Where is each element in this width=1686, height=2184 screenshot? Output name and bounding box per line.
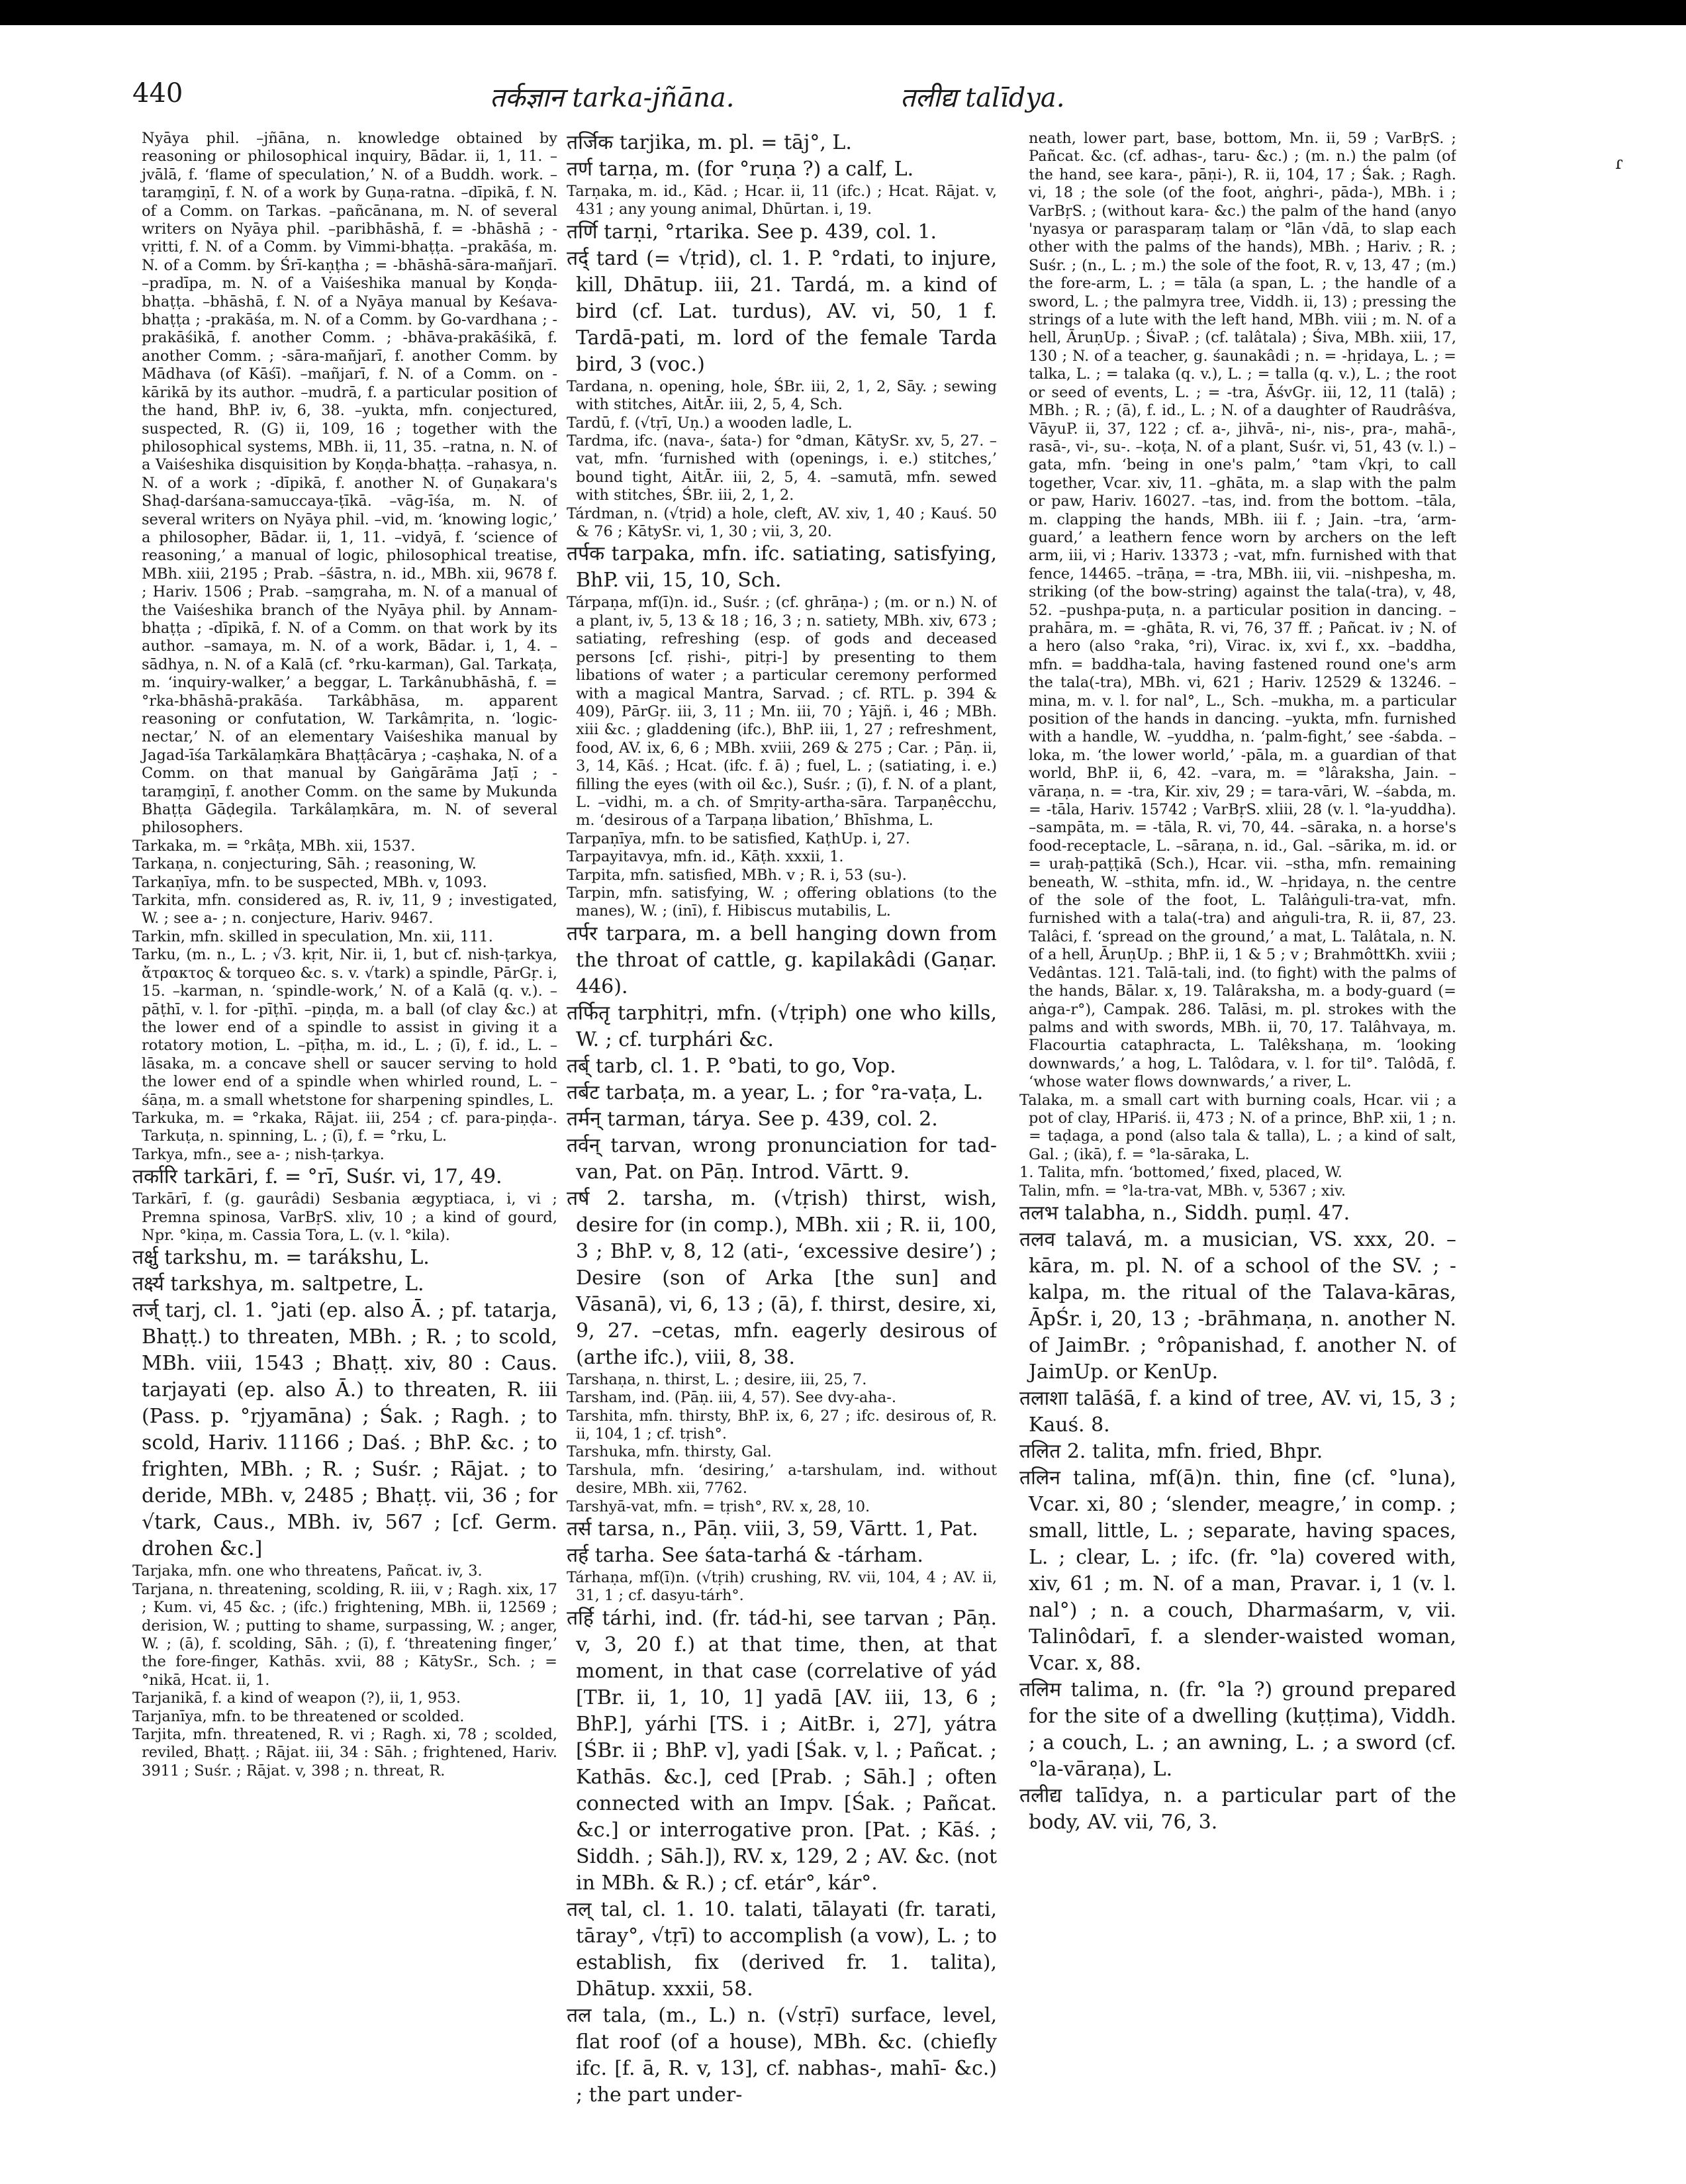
- dictionary-entry: Tarkaṇīya, mfn. to be suspected, MBh. v, 1093.: [132, 873, 487, 891]
- page-number: 440: [132, 78, 183, 109]
- dictionary-entry: Tarjanikā, f. a kind of weapon (?), ii, 1, 953.: [132, 1689, 461, 1707]
- dictionary-entry: Tárhaṇa, mf(ī)n. (√tṛih) crushing, RV. vii, 104, 4 ; AV. ii, 31, 1 ; cf. dasyu-tárh°.: [567, 1569, 997, 1605]
- dictionary-entry: तर्हि tárhi, ind. (fr. tád-hi, see tarvan ; Pāṇ. v, 3, 20 f.) at that time, then, at that moment, in that case (correlative of yád [TBr. ii, 1, 10, 1] yadā [AV. iii, 13, 6 ; BhP.], yárhi [TS. i ; AitBr. i, 27], yátra [ŚBr. ii ; BhP. v], yadi [Śak. v, l. ; Pañcat. ; Kathās. &c.], ced [Prab. ; Sāh.] ; often connected with an Impv. [Śak. ; Pañcat. &c.] or interrogative pron. [Pat. ; Kāś. ; Siddh. ; Sāh.]), RV. x, 129, 2 ; AV. &c. (not in MBh. & R.) ; cf. etár°, kár°.: [567, 1606, 997, 1895]
- dictionary-entry: Tarkya, mfn., see a- ; nish-ṭarkya.: [132, 1145, 385, 1163]
- dictionary-entry: Tarkita, mfn. considered as, R. iv, 11, 9 ; investigated, W. ; see a- ; n. conjecture, Hariv. 9467.: [132, 892, 557, 927]
- dictionary-entry: तर्मन् tarman, tárya. See p. 439, col. 2.: [567, 1107, 938, 1131]
- dictionary-entry: Tarkin, mfn. skilled in speculation, Mn. xii, 111.: [132, 927, 493, 945]
- dictionary-entry: तलित 2. talita, mfn. fried, Bhpr.: [1019, 1439, 1323, 1463]
- dictionary-entry: Tardma, ifc. (nava-, śata-) for °dman, KātySr. xv, 5, 27. –vat, mfn. ‘furnished with (openings, i. e.) stitches,’ bound tight, AitĀr. iii, 2, 5, 4. –samutā, mfn. sewed with stitches, ŚBr. iii, 2, 1, 2.: [567, 432, 997, 504]
- dictionary-entry: Talin, mfn. = °la-tra-vat, MBh. v, 5367 ; xiv.: [1019, 1182, 1346, 1200]
- dictionary-entry: तलाशा talāśā, f. a kind of tree, AV. vi, 15, 3 ; Kauś. 8.: [1019, 1386, 1456, 1437]
- dictionary-entry: तर्णि tarṇi, °rtarika. See p. 439, col. 1.: [567, 220, 937, 244]
- top-black-bar: [0, 0, 1686, 25]
- dictionary-entry: Tarjita, mfn. threatened, R. vi ; Ragh. xi, 78 ; scolded, reviled, Bhaṭṭ. ; Rājat. iii, 34 : Sāh. ; frightened, Hariv. 3911 ; Suśr. ; Rājat. v, 398 ; n. threat, R.: [132, 1726, 557, 1780]
- dictionary-entry: तर्फितृ tarphitṛi, mfn. (√tṛiph) one who kills, W. ; cf. turphári &c.: [567, 1001, 997, 1051]
- dictionary-entry: Tárpaṇa, mf(ī)n. id., Suśr. ; (cf. ghrāṇa-) ; (m. or n.) N. of a plant, iv, 5, 13 & 18 ; 16, 3 ; n. satiety, MBh. xiv, 673 ; satiating, refreshing (esp. of gods and deceased persons [cf. ṛishi-, pitṛi-] by presenting to them libations of water ; a particular ceremony performed with a magical Mantra, Sarvad. ; cf. RTL. p. 394 & 409), PārGṛ. iii, 3, 11 ; Mn. iii, 70 ; Yājñ. i, 46 ; MBh. xiii &c. ; gladdening (ifc.), BhP. iii, 1, 27 ; refreshment, food, AV. ix, 6, 6 ; MBh. xviii, 269 & 275 ; Car. ; Pāṇ. ii, 3, 14, Kāś. ; Hcat. (ifc. f. ā) ; fuel, L. ; (satiating, i. e.) filling the eyes (with oil &c.), Suśr. ; (ī), f. N. of a plant, L. –vidhi, m. a ch. of Smṛity-artha-sāra. Tarpaṇêcchu, m. ‘desirous of a Tarpaṇa libation,’ Bhīshma, L.: [567, 594, 997, 830]
- dictionary-entry: Tarku, (m. n., L. ; √3. kṛit, Nir. ii, 1, but cf. nish-ṭarkya, ἄτρακτος & torqueo &c. s. v. √tark) a spindle, PārGṛ. i, 15. –karman, n. ‘spindle-work,’ N. of a Kalā (q. v.). –pāṭhī, v. l. for -pīṭhī. –piṇḍa, m. a ball (of clay &c.) at the lower end of a spindle to assist in giving it a rotatory motion, L. –pīṭha, m. id., L. ; (ī), f. id., L. –lāsaka, m. a concave shell or saucer serving to hold the lower end of a spindle when whirled round, L. –śāṇa, m. a small whetstone for sharpening spindles, L.: [132, 946, 557, 1109]
- dictionary-entry: neath, lower part, base, bottom, Mn. ii, 59 ; VarBṛS. ; Pañcat. &c. (cf. adhas-, taru- &c.) ; (m. n.) the palm (of the hand, see kara-, pāṇi-), R. ii, 104, 17 ; Śak. ; Ragh. vi, 18 ; the sole (of the foot, aṅghri-, pāda-), MBh. i ; VarBṛS. ; (without kara- &c.) the palm of the hand (anyo 'nyasya or parasparaṃ talaṃ or °lān √dā, to slap each other with the palms of the hands), MBh. ; Hariv. ; R. ; Suśr. ; (n., L. ; m.) the sole of the foot, R. v, 13, 47 ; (m.) the fore-arm, L. ; = tāla (a span, L. ; the handle of a sword, L. ; the palmyra tree, Viddh. ii, 13) ; pressing the strings of a lute with the left hand, MBh. viii ; m. N. of a hell, ĀruṇUp. ; ŚivaP. ; (cf. talâtala) ; Śiva, MBh. xiii, 17, 130 ; N. of a teacher, g. śaunakâdi ; n. = -hṛidaya, L. ; = talka, L. ; = talaka (q. v.), L. ; = talla (q. v.), L. ; the root or seed of events, L. ; = -tra, ĀśvGṛ. iii, 12, 11 (talā) ; MBh. ; R. ; (ā), f. id., L. ; N. of a daughter of Raudrâśva, VāyuP. ii, 37, 122 ; cf. a-, jihvā-, ni-, nis-, pra-, mahā-, rasā-, vi-, su-. –koṭa, N. of a plant, Suśr. vi, 51, 43 (v. l.) –gata, mfn. ‘being in one's palm,’ °tam √kṛi, to call together, Vcar. xiv, 11. –ghāta, m. a slap with the palm or paw, Hariv. 16027. –tas, ind. from the bottom. –tāla, m. clapping the hands, MBh. iii f. ; Jain. –tra, ‘arm-guard,’ a leathern fence worn by archers on the left arm, iii, vi ; Hariv. 13373 ; -vat, mfn. furnished with that fence, 14465. –trāṇa, = -tra, MBh. iii, vii. –nishpesha, m. striking (of the bow-string) against the tala(-tra), v, 48, 52. –pushpa-puṭa, n. a particular position in dancing. –prahāra, m. = -ghāta, R. vi, 76, 37 ff. ; Pañcat. iv ; N. of a hero (also °raka, °ri), Virac. ix, xvi f., xx. –baddha, mfn. = baddha-tala, having fastened round one's arm the tala(-tra), MBh. vi, 621 ; Hariv. 12529 & 13246. –mina, m. v. l. for nal°, L., Sch. –mukha, m. a particular position of the hands in dancing. –yukta, mfn. furnished with a handle, W. –yuddha, n. ‘palm-fight,’ see -śabda. –loka, m. ‘the lower world,’ -pāla, m. a guardian of that world, BhP. ii, 6, 42. –vara, m. = °lâraksha, Jain. –vāraṇa, n. = -tra, Kir. xiv, 29 ; = tara-vāri, W. –śabda, m. = -tāla, Hariv. 15742 ; VarBṛS. xliii, 28 (v. l. °la-yuddha). –sampāta, m. = -tāla, R. vi, 70, 44. –sāraka, n. a horse's food-receptacle, L. –sāraṇa, n. id., Gal. –sārika, m. id. or = uraḥ-paṭṭikā (Sch.), Hcar. vii. –stha, mfn. remaining beneath, W. –sthita, mfn. id., W. –hṛidaya, n. the centre of the sole of the foot, L. Talâṅguli-tra-vat, mfn. furnished with a tala(-tra) and aṅguli-tra, R. ii, 87, 23. Talâci, f. ‘spread on the ground,’ a mat, L. Talâtala, n. N. of a hell, ĀruṇUp. ; BhP. ii, 1 & 5 ; v ; BrahmôttKh. xviii ; Vedântas. 121. Talā-tali, ind. (to fight) with the palms of the hands, Bālar. x, 19. Talâraksha, m. a body-guard (= aṅga-r°), Campak. 286. Talāsi, m. pl. strokes with the palms and with swords, MBh. ii, 70, 17. Talâhvaya, m. Flacourtia cataphracta, L. Talêkshaṇa, m. ‘looking downwards,’ a hog, L. Talôdara, v. l. for til°. Talôdā, f. ‘whose water flows downwards,’ a river, L.: [1029, 130, 1456, 1091]
- column-left: [132, 130, 557, 2156]
- dictionary-entry: Tarkaka, m. = °rkâṭa, MBh. xii, 1537.: [132, 837, 416, 855]
- dictionary-entry: Tarkaṇa, n. conjecturing, Sāh. ; reasoning, W.: [132, 855, 477, 873]
- dictionary-entry: Talaka, m. a small cart with burning coals, Hcar. vii ; a pot of clay, HPariś. ii, 473 ; N. of a prince, BhP. xii, 1 ; n. = taḍaga, a pond (also tala & talla), L. ; a kind of salt, Gal. ; (ikā), f. = °la-sāraka, L.: [1019, 1091, 1456, 1163]
- dictionary-entry: तलभ talabha, n., Siddh. puṃl. 47.: [1019, 1201, 1350, 1225]
- dictionary-entry: तर्ह tarha. See śata-tarhá & -tárham.: [567, 1544, 923, 1568]
- dictionary-entry: तर्क्षु tarkshu, m. = tarákshu, L.: [132, 1246, 430, 1270]
- dictionary-entry: Tardū, f. (√tṛī, Uṇ.) a wooden ladle, L.: [567, 414, 853, 432]
- dictionary-entry: Tarshuka, mfn. thirsty, Gal.: [567, 1443, 772, 1461]
- dictionary-entry: तर्ब् tarb, cl. 1. P. °bati, to go, Vop.: [567, 1054, 896, 1078]
- dictionary-entry: Tarjana, n. threatening, scolding, R. iii, v ; Ragh. xix, 17 ; Kum. vi, 45 &c. ; (ifc.) frightening, MBh. ii, 12569 ; derision, W. ; putting to shame, surpassing, W. ; anger, W. ; (ā), f. scolding, Sāh. ; (ī), f. ‘threatening finger,’ the fore-finger, Kathās. xvii, 88 ; KātySr., Sch. ; = °nikā, Hcat. ii, 1.: [132, 1580, 557, 1689]
- dictionary-entry: तर्कारि tarkāri, f. = °rī, Suśr. vi, 17, 49.: [132, 1165, 502, 1189]
- dictionary-entry: तर्द् tard (= √tṛid), cl. 1. P. °rdati, to injure, kill, Dhātup. iii, 21. Tardá, m. a kind of bird (cf. Lat. turdus), AV. vi, 50, 1 f. Tardā-pati, m. lord of the female Tarda bird, 3 (voc.): [567, 246, 997, 376]
- dictionary-entry: Tarshaṇa, n. thirst, L. ; desire, iii, 25, 7.: [567, 1370, 867, 1388]
- dictionary-entry: Nyāya phil. –jñāna, n. knowledge obtained by reasoning or philosophical inquiry, Bādar. ii, 1, 11. –jvālā, f. ‘flame of speculation,’ N. of a Buddh. work. –taraṃgiṇī, f. N. of a work by Guṇa-ratna. –dīpikā, f. N. of a Comm. on Tarkas. –pañcānana, m. N. of several writers on Nyāya phil. –paribhāshā, f. = -bhāshā ; -vṛitti, f. N. of a Comm. by Vimmi-bhaṭṭa. –prakāśa, m. N. of a Comm. by Śrī-kaṇṭha ; = -bhāshā-sāra-mañjarī. –pradīpa, m. N. of a Vaiśeshika manual by Koṇḍa-bhaṭṭa. –bhāshā, f. N. of a Nyāya manual by Keśava-bhaṭṭa ; -prakāśa, m. N. of a Comm. by Go-vardhana ; -prakāśikā, f. another Comm. ; -bhāva-prakāśikā, f. another Comm. ; -sāra-mañjarī, f. another Comm. by Mādhava (of Kāśī). –mañjarī, f. N. of a Comm. on -kārikā by its author. –mudrā, f. a particular position of the hand, BhP. iv, 6, 38. –yukta, mfn. conjectured, suspected, R. (G) ii, 109, 16 ; together with the philosophical systems, MBh. ii, 11, 35. –ratna, n. N. of a Vaiśeshika disquisition by Koṇḍa-bhaṭṭa. –rahasya, n. N. of a work ; -dīpikā, f. another N. of Guṇakara's Shaḍ-darśana-samuccaya-ṭīkā. –vāg-īśa, m. N. of several writers on Nyāya phil. –vid, m. ‘knowing logic,’ a philosopher, Bādar. ii, 1, 11. –vidyā, f. ‘science of reasoning,’ a manual of logic, philosophical treatise, MBh. xiii, 2195 ; Prab. –śāstra, n. id., MBh. xii, 9678 f. ; Hariv. 1506 ; Prab. –saṃgraha, m. N. of a manual of the Vaiśeshika branch of the Nyāya phil. by Annam-bhaṭṭa ; -dīpikā, f. N. of a Comm. on that work by its author. –samaya, m. N. of a work, Bādar. i, 1, 4. –sādhya, n. N. of a Kalā (cf. °rku-karman), Gal. Tarkaṭa, m. ‘inquiry-walker,’ a beggar, L. Tarkânubhāshā, f. = °rka-bhāshā-prakāśa. Tarkâbhāsa, m. apparent reasoning or confutation, W. Tarkâmṛita, n. ‘logic-nectar,’ N. of an elementary Vaiśeshika manual by Jagad-īśa Tarkālaṃkāra Bhaṭṭâcārya ; -caṣhaka, N. of a Comm. on that manual by Gaṅgārāma Jaṭī ; -taraṃgiṇī, f. another Comm. on the same by Mukunda Bhaṭṭa Gāḍegila. Tarkâlaṃkāra, m. N. of several philosophers.: [142, 130, 557, 837]
- dictionary-entry: तर्जिक tarjika, m. pl. = tāj°, L.: [567, 131, 852, 154]
- dictionary-entry: Tarjaka, mfn. one who threatens, Pañcat. iv, 3.: [132, 1562, 483, 1580]
- dictionary-entry: तर्ण tarṇa, m. (for °ruṇa ?) a calf, L.: [567, 158, 914, 181]
- dictionary-entry: Tarpaṇīya, mfn. to be satisfied, KaṭhUp. i, 27.: [567, 830, 910, 847]
- dictionary-entry: तल् tal, cl. 1. 10. talati, tālayati (fr. tarati, tāray°, √tṛī) to accomplish (a vow), L. ; to establish, fix (derived fr. 1. talita), Dhātup. xxxii, 58.: [567, 1897, 997, 2001]
- dictionary-entry: तलिन talina, mf(ā)n. thin, fine (cf. °luna), Vcar. xi, 80 ; ‘slender, meagre,’ in comp. ; small, little, L. ; separate, having spaces, L. ; clear, L. ; ifc. (fr. °la) covered with, xiv, 61 ; m. N. of a man, Pravar. i, 1 (v. l. nal°) ; n. a couch, Dharmaśarm, v, vii. Talinôdarī, f. a slender-waisted woman, Vcar. x, 88.: [1019, 1466, 1456, 1675]
- dictionary-entry: Tarpita, mfn. satisfied, MBh. v ; R. i, 53 (su-).: [567, 866, 907, 884]
- column-right: [1019, 130, 1456, 2156]
- dictionary-entry: तर्ष 2. tarsha, m. (√tṛish) thirst, wish, desire for (in comp.), MBh. xii ; R. ii, 100, 3 ; BhP. v, 8, 12 (ati-, ‘excessive desire’) ; Desire (son of Arka [the sun] and Vāsanā), vi, 6, 13 ; (ā), f. thirst, desire, xi, 9, 27. –cetas, mfn. eagerly desirous of (arthe ifc.), viii, 8, 38.: [567, 1186, 997, 1369]
- dictionary-entry: Tardana, n. opening, hole, ŚBr. iii, 2, 1, 2, Sāy. ; sewing with stitches, AitĀr. iii, 2, 5, 4, Sch.: [567, 377, 997, 414]
- dictionary-entry: तर्स tarsa, n., Pāṇ. viii, 3, 59, Vārtt. 1, Pat.: [567, 1517, 978, 1541]
- dictionary-entry: Tarshula, mfn. ‘desiring,’ a-tarshulam, ind. without desire, MBh. xii, 7762.: [567, 1461, 997, 1497]
- dictionary-entry: Tarsham, ind. (Pāṇ. iii, 4, 57). See dvy-aha-.: [567, 1389, 896, 1407]
- dictionary-entry: Tarṇaka, m. id., Kād. ; Hcar. ii, 11 (ifc.) ; Hcat. Rājat. v, 431 ; any young animal, Dhūrtan. i, 19.: [567, 183, 997, 218]
- dictionary-entry: तर्पक tarpaka, mfn. ifc. satiating, satisfying, BhP. vii, 15, 10, Sch.: [567, 542, 997, 593]
- right-guide-word: तलीद्य talīdya.: [900, 83, 1065, 113]
- dictionary-entry: Tarpin, mfn. satisfying, W. ; offering oblations (to the manes), W. ; (inī), f. Hibiscus mutabilis, L.: [567, 884, 997, 920]
- dictionary-entry: तर्वन् tarvan, wrong pronunciation for tad-van, Pat. on Pāṇ. Introd. Vārtt. 9.: [567, 1133, 997, 1184]
- dictionary-entry: तलीद्य talīdya, n. a particular part of the body, AV. vii, 76, 3.: [1019, 1783, 1456, 1834]
- dictionary-entry: Tarshita, mfn. thirsty, BhP. ix, 6, 27 ; ifc. desirous of, R. ii, 104, 1 ; cf. tṛish°.: [567, 1407, 997, 1443]
- dictionary-entry: Tarshyā-vat, mfn. = tṛish°, RV. x, 28, 10.: [567, 1497, 870, 1515]
- dictionary-entry: Tárdman, n. (√tṛid) a hole, cleft, AV. xiv, 1, 40 ; Kauś. 50 & 76 ; KātySr. vi, 1, 30 ; vii, 3, 20.: [567, 504, 997, 541]
- dictionary-entry: Tarkuka, m. = °rkaka, Rājat. iii, 254 ; cf. para-piṇḍa-. Tarkuṭa, n. spinning, L. ; (ī), f. = °rku, L.: [132, 1109, 557, 1145]
- dictionary-entry: तर्ज् tarj, cl. 1. °jati (ep. also Ā. ; pf. tatarja, Bhaṭṭ.) to threaten, MBh. ; R. ; to scold, MBh. viii, 1543 ; Bhaṭṭ. xiv, 80 : Caus. tarjayati (ep. also Ā.) to threaten, R. iii (Pass. p. °rjyamāna) ; Śak. ; Ragh. ; to scold, Hariv. 11166 ; Daś. ; BhP. &c. ; to frighten, MBh. ; R. ; Suśr. ; Rājat. ; to deride, MBh. v, 2485 ; Bhaṭṭ. vii, 36 ; for √tark, Caus., MBh. iv, 567 ; [cf. Germ. drohen &c.]: [132, 1299, 557, 1561]
- dictionary-entry: तर्क्ष्य tarkshya, m. saltpetre, L.: [132, 1272, 424, 1296]
- dictionary-entry: Tarjanīya, mfn. to be threatened or scolded.: [132, 1707, 465, 1725]
- dictionary-entry: Tarkārī, f. (g. gaurâdi) Sesbania ægyptiaca, i, vi ; Premna spinosa, VarBṛS. xliv, 10 ; a kind of gourd, Npr. °kiṇa, m. Cassia Tora, L. (v. l. °kila).: [132, 1190, 557, 1244]
- column-middle: [567, 130, 997, 2156]
- dictionary-entry: तर्पर tarpara, m. a bell hanging down from the throat of cattle, g. kapilakâdi (Gaṇar. 446).: [567, 922, 997, 998]
- left-guide-word: तर्कज्ञान tarka-jñāna.: [490, 83, 735, 113]
- dictionary-entry: 1. Talita, mfn. ‘bottomed,’ fixed, placed, W.: [1019, 1164, 1342, 1182]
- margin-mark: ɾ: [1615, 154, 1623, 173]
- dictionary-entry: तलिम talima, n. (fr. °la ?) ground prepared for the site of a dwelling (kuṭṭima), Viddh. ; a couch, L. ; an awning, L. ; a sword (cf. °la-vāraṇa), L.: [1019, 1678, 1456, 1781]
- dictionary-entry: तल tala, (m., L.) n. (√stṛī) surface, level, flat roof (of a house), MBh. &c. (chiefly ifc. [f. ā, R. v, 13], cf. nabhas-, mahī- &c.) ; the part under-: [567, 2003, 997, 2107]
- dictionary-entry: तर्बट tarbaṭa, m. a year, L. ; for °ra-vaṭa, L.: [567, 1080, 984, 1104]
- dictionary-entry: तलव talavá, m. a musician, VS. xxx, 20. –kāra, m. pl. N. of a school of the SV. ; -kalpa, m. the ritual of the Talava-kāras, ĀpŚr. i, 20, 13 ; -brāhmaṇa, n. another N. of JaimBr. ; °rôpanishad, f. another N. of JaimUp. or KenUp.: [1019, 1227, 1456, 1384]
- dictionary-entry: Tarpayitavya, mfn. id., Kāṭh. xxxii, 1.: [567, 848, 844, 866]
